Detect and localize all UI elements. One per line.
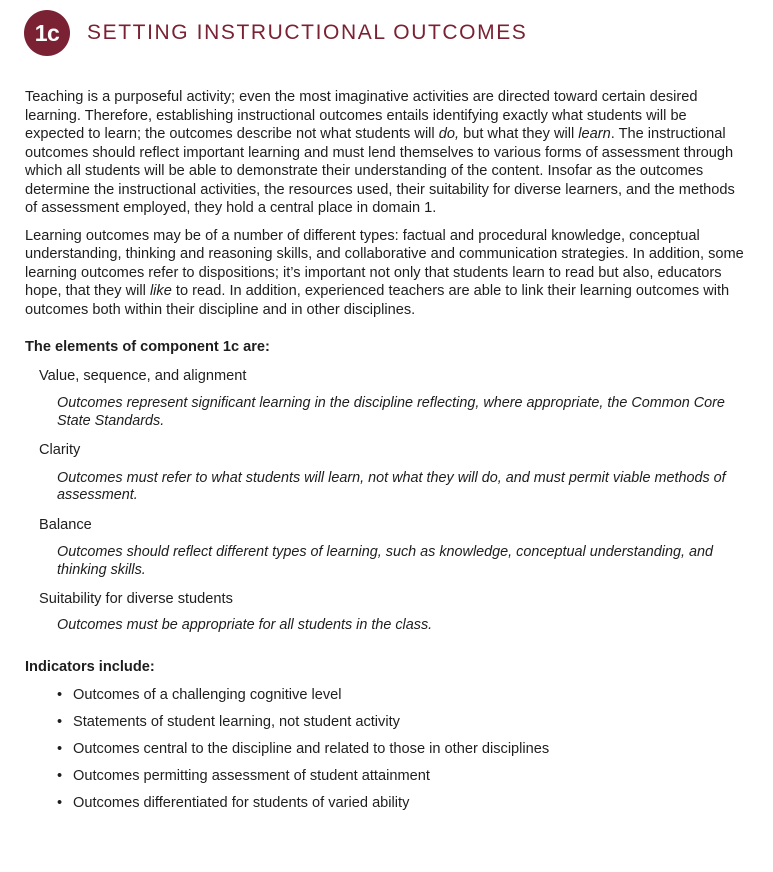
emphasis-do: do,: [438, 126, 460, 142]
list-item: [25, 713, 749, 731]
indicator-text: Outcomes central to the discipline and related to those in other disciplines: [73, 740, 550, 757]
intro-text: . The instructional outcomes should reflect important learning and must lend themselves to various forms of assessment through which all students will be able to demonstrate their understanding of the content. Insofar as the outcomes determine the instructional activities, the resources used, their suitability for diverse learners, and the methods of assessment employed, they hold a central place in domain 1.: [25, 126, 735, 216]
bullet-icon: •: [57, 767, 63, 784]
element-item: [25, 367, 749, 431]
intro-text: Learning outcomes may be of a number of different types: factual and procedural knowledge, conceptual understanding, thinking and reasoning skills, and collaborative and communication strategies. In addition, some learning outcomes refer to dispositions; it’s important not only that students learn to read but also, educators hope, that they will: [25, 227, 744, 299]
page-content: [25, 88, 749, 821]
component-badge: 1c: [24, 10, 70, 56]
element-description: Outcomes represent significant learning in the discipline reflecting, where appropriate, the Common Core State Standards.: [57, 395, 725, 429]
page-title: SETTING INSTRUCTIONAL OUTCOMES: [87, 21, 528, 44]
element-description: Outcomes must refer to what students will learn, not what they will do, and must permit viable methods of assessment.: [57, 469, 726, 503]
element-name: Value, sequence, and alignment: [39, 367, 247, 384]
indicator-text: Outcomes of a challenging cognitive level: [73, 686, 342, 703]
elements-heading: The elements of component 1c are:: [25, 339, 270, 355]
bullet-icon: •: [57, 713, 63, 730]
element-description: Outcomes must be appropriate for all students in the class.: [57, 616, 433, 633]
emphasis-like: like: [149, 283, 172, 299]
intro-text: Teaching is a purposeful activity; even the most imaginative activities are directed toward certain desired learning. Therefore, establishing instructional outcomes entails identifying exactly what students will be expected to learn; the outcomes describe not what students will: [25, 89, 698, 142]
list-item: [25, 767, 749, 785]
intro-paragraph-1: [25, 88, 749, 218]
element-item: [25, 590, 749, 634]
intro-text: to read. In addition, experienced teachers are able to link their learning outcomes with outcomes both within their discipline and in other disciplines.: [25, 283, 730, 318]
emphasis-learn: learn: [578, 126, 611, 142]
intro-text: but what they will: [459, 126, 579, 142]
intro-paragraph-2: [25, 227, 749, 320]
bullet-icon: •: [57, 794, 63, 811]
indicator-text: Outcomes differentiated for students of varied ability: [73, 794, 410, 811]
element-name: Balance: [39, 516, 92, 533]
indicators-heading: Indicators include:: [25, 659, 155, 675]
indicator-text: Statements of student learning, not student activity: [73, 713, 400, 730]
list-item: [25, 794, 749, 812]
element-name: Suitability for diverse students: [39, 591, 233, 607]
list-item: [25, 740, 749, 758]
element-name: Clarity: [39, 442, 81, 458]
element-description: Outcomes should reflect different types of learning, such as knowledge, conceptual understanding, and thinking skills.: [57, 544, 713, 578]
page-header: [24, 10, 527, 56]
bullet-icon: •: [57, 740, 63, 757]
element-item: [25, 516, 749, 580]
element-item: [25, 441, 749, 505]
indicators-list: [25, 686, 749, 812]
indicator-text: Outcomes permitting assessment of student attainment: [73, 767, 430, 784]
list-item: [25, 686, 749, 704]
bullet-icon: •: [57, 686, 63, 703]
